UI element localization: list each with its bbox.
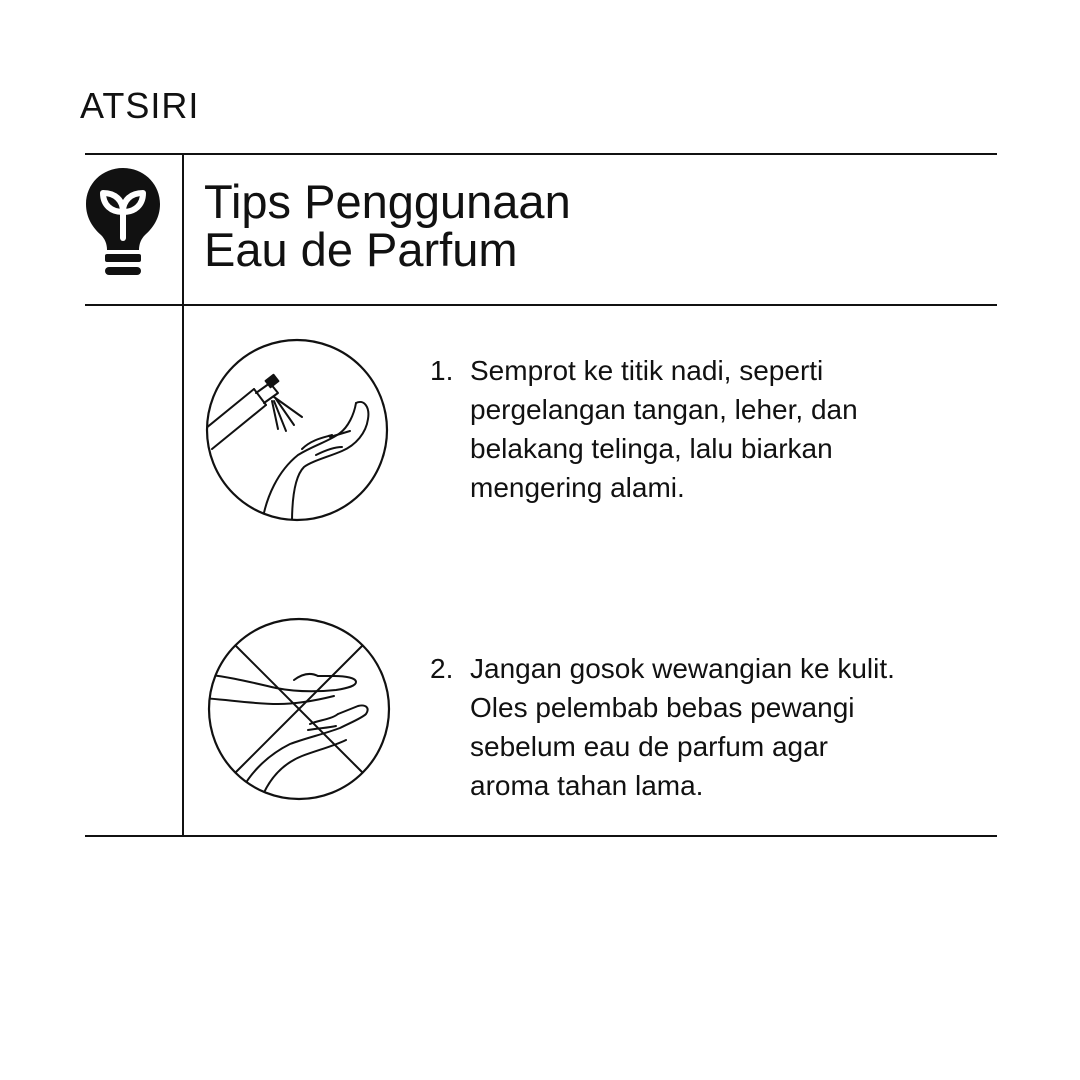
lightbulb-sprout-icon bbox=[84, 166, 162, 280]
tip-item-1 bbox=[430, 351, 970, 507]
tip-item-2 bbox=[430, 649, 970, 805]
page-title-line-2: Eau de Parfum bbox=[204, 223, 518, 276]
page-title-line-1: Tips Penggunaan bbox=[204, 175, 571, 228]
tip-text: Semprot ke titik nadi, seperti pergelangan tangan, leher, dan belakang telinga, lalu biarkan mengering alami. bbox=[470, 355, 858, 503]
no-rubbing-hands-icon bbox=[206, 616, 392, 802]
column-divider-rule bbox=[182, 153, 184, 837]
tip-text: Jangan gosok wewangian ke kulit. Oles pelembab bebas pewangi sebelum eau de parfum agar aroma tahan lama. bbox=[470, 653, 895, 801]
page-title bbox=[204, 175, 571, 276]
table-top-rule bbox=[85, 153, 997, 155]
brand-logo: ATSIRI bbox=[80, 85, 200, 126]
header-divider-rule bbox=[85, 304, 997, 306]
tip-number: 1. bbox=[430, 355, 454, 386]
tip-number: 2. bbox=[430, 653, 454, 684]
table-bottom-rule bbox=[85, 835, 997, 837]
spray-on-wrist-icon bbox=[204, 337, 390, 523]
